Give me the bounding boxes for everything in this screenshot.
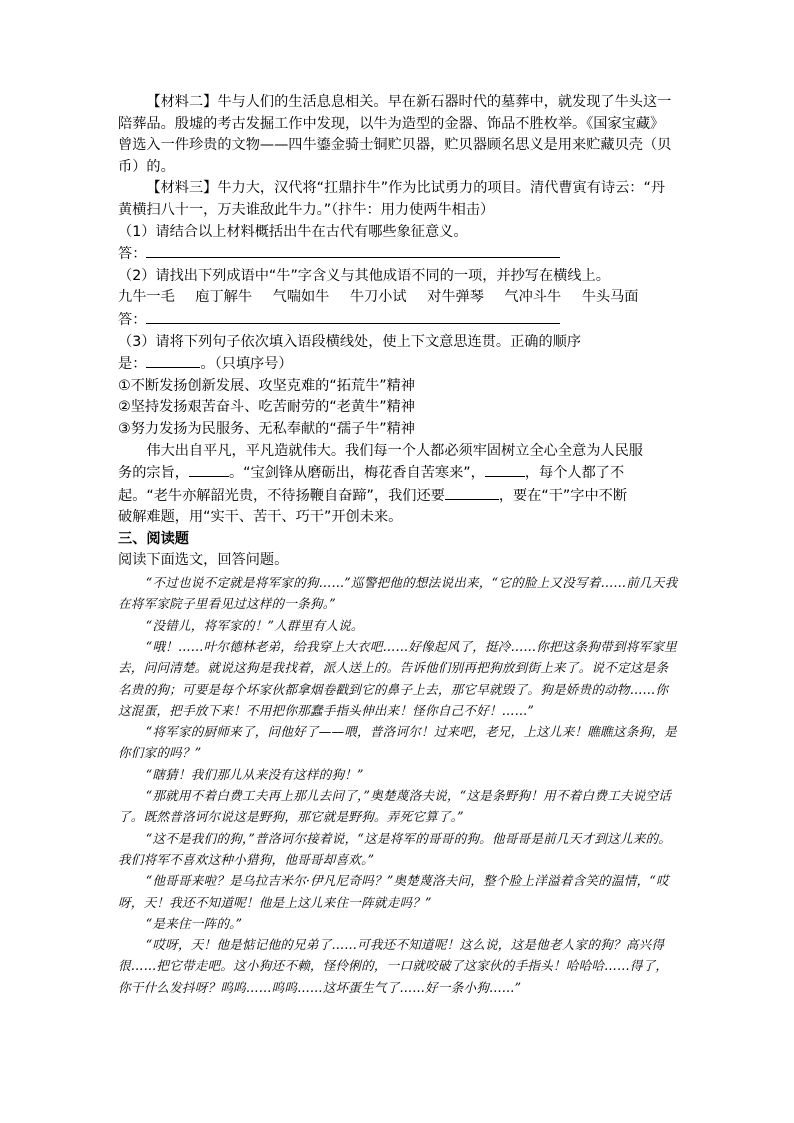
question-2: （2）请找出下列成语中“牛”字含义与其他成语不同的一项，并抄写在横线上。	[118, 267, 610, 284]
reading-paragraph: “这不是我们的狗，”普洛诃尔接着说，“这是将军的哥哥的狗。他哥哥是前几天才到这儿来的。我们将军不喜欢这种小猎狗，他哥哥却喜欢。”	[118, 830, 672, 867]
answer-1-blank[interactable]	[146, 243, 560, 258]
reading-paragraph: “哦！……叶尔德林老弟，给我穿上大衣吧……好像起风了，挺冷……你把这条狗带到将军家里去，问问清楚。就说这狗是我找着，派人送上的。告诉他们别再把狗放到街上来了。说不定这是条名贵的狗；可要是每个坏家伙都拿烟卷戳到它的鼻子上去，那它早就毁了。狗是娇贵的动物……你这混蛋，把手放下来！不用把你那蠢手指头伸出来！怪你自己不好！……”	[118, 638, 677, 718]
passage-line-2: 务的宗旨， 。“宝剑锋从磨砺出，梅花香自苦寒来”， ，每个人都了不	[118, 462, 678, 485]
passage-blank-3[interactable]	[445, 485, 499, 500]
reading-paragraph: “是来住一阵的。”	[145, 915, 243, 931]
option-2: ②坚持发扬艰苦奋斗、吃苦耐劳的“老黄牛”精神	[118, 399, 415, 416]
passage-line-4: 破解难题，用“实干、苦干、巧干”开创未来。	[118, 509, 403, 526]
idiom-item: 牛头马面	[581, 289, 639, 306]
answer-2-blank[interactable]	[146, 309, 560, 324]
idiom-item: 对牛弹琴	[427, 289, 484, 306]
idiom-list	[118, 287, 678, 309]
idiom-item: 气冲斗牛	[504, 289, 562, 306]
answer-label: 答：	[118, 246, 147, 263]
passage-line-1: 伟大出自平凡，平凡造就伟大。我们每一个人都必须牢固树立全心全意为人民服	[146, 442, 643, 459]
reading-intro: 阅读下面选文，回答问题。	[118, 552, 289, 569]
option-1: ①不断发扬创新发展、攻坚克难的“拓荒牛”精神	[118, 377, 415, 394]
material-three: 【材料三】牛力大，汉代将“扛鼎抃牛”作为比试勇力的项目。清代曹寅有诗云：“丹黄横扫八十一，万夫谁敌此牛力。”（抃牛：用力使两牛相击）	[118, 180, 666, 218]
answer-label: 答：	[118, 311, 147, 328]
question-1: （1）请结合以上材料概括出牛在古代有哪些象征意义。	[118, 223, 468, 240]
section-3-title: 三、阅读题	[118, 530, 189, 547]
answer-2-line	[118, 309, 678, 332]
reading-paragraph: “没错儿，将军家的！”人群里有人说。	[145, 617, 364, 633]
reading-paragraph: “将军家的厨师来了，问他好了——喂，普洛诃尔！过来吧，老兄，上这儿来！瞧瞧这条狗，是你们家的吗？”	[118, 724, 677, 761]
document-page	[118, 92, 678, 998]
reading-paragraph: “瞎猜！我们那儿从来没有这样的狗！”	[145, 766, 364, 782]
question-3: （3）请将下列句子依次填入语段横线处，使上下文意思连贯。正确的顺序	[118, 333, 582, 350]
answer-1-line	[118, 243, 678, 266]
idiom-item: 庖丁解牛	[195, 289, 253, 306]
idiom-item: 牛刀小试	[349, 289, 407, 306]
reading-paragraph: “不过也说不定就是将军家的狗……”巡警把他的想法说出来，“它的脸上又没写着……前几天我在将军家院子里看见过这样的一条狗。”	[118, 575, 678, 612]
idiom-item: 九牛一毛	[118, 289, 175, 306]
reading-paragraph: “他哥哥来啦？是乌拉吉米尔·伊凡尼奇吗？”奥楚蔑洛夫问，整个脸上洋溢着含笑的温情，“哎呀，天！我还不知道呢！他是上这儿来住一阵就走吗？”	[118, 873, 669, 910]
reading-paragraph: “哎呀，天！他是惦记他的兄弟了……可我还不知道呢！这么说，这是他老人家的狗？高兴得很……把它带走吧。这小狗还不赖，怪伶俐的，一口就咬破了这家伙的手指头！哈哈哈……得了，你干什么发抖呀？呜呜……呜呜……这坏蛋生气了……好一条小狗……”	[118, 937, 669, 995]
question-3-answer-line: 是： 。（只填序号）	[118, 353, 678, 376]
answer-3-blank[interactable]	[146, 353, 200, 368]
material-two: 【材料二】牛与人们的生活息息相关。早在新石器时代的墓葬中，就发现了牛头这一陪葬品。殷墟的考古发掘工作中发现，以牛为造型的金器、饰品不胜枚举。《国家宝藏》曾选入一件珍贵的文物——四牛鎏金骑士铜贮贝器，贮贝器顾名思义是用来贮藏贝壳（贝币）的。	[118, 94, 672, 175]
reading-paragraph: “那就用不着白费工夫再上那儿去问了，”奥楚蔑洛夫说，“这是条野狗！用不着白费工夫说空话了。既然普洛诃尔说这是野狗，那它就是野狗。弄死它算了。”	[118, 788, 672, 825]
passage-blank-1[interactable]	[189, 462, 229, 477]
passage-blank-2[interactable]	[485, 462, 525, 477]
idiom-item: 气喘如牛	[272, 289, 330, 306]
option-3: ③努力发扬为民服务、无私奉献的“孺子牛”精神	[118, 420, 415, 437]
passage-line-3: 起。“老牛亦解韶光贵，不待扬鞭自奋蹄”，我们还要 ，要在“干”字中不断	[118, 485, 678, 508]
reading-passage	[118, 572, 678, 998]
